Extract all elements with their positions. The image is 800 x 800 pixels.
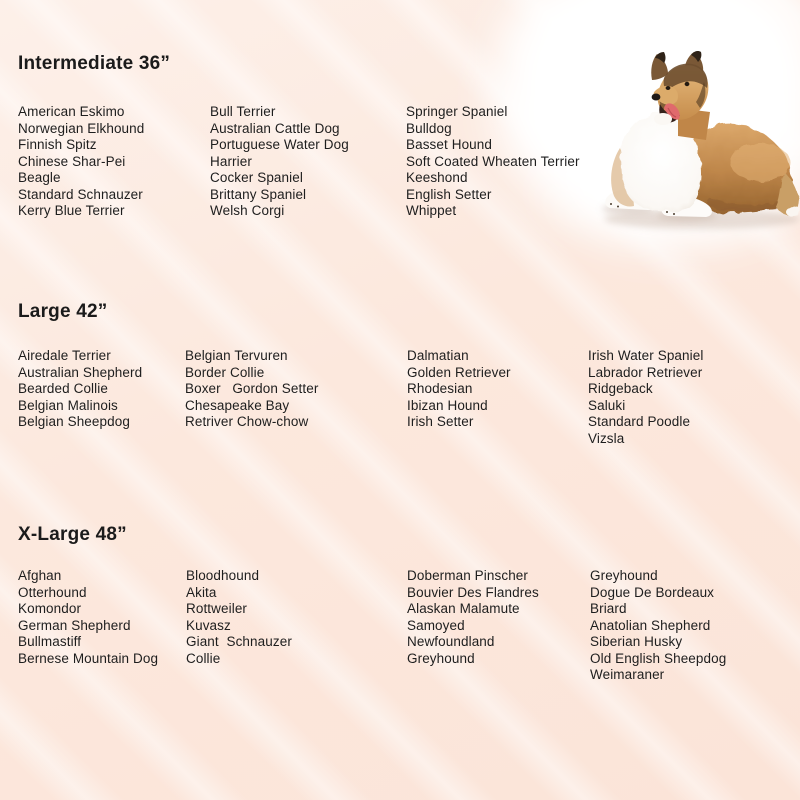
- breed-item: Kerry Blue Terrier: [18, 203, 125, 218]
- breed-item: Australian Cattle Dog: [210, 120, 340, 136]
- breed-item: Standard Schnauzer: [18, 186, 143, 202]
- breed-column: [18, 568, 158, 667]
- breed-item: Portuguese Water Dog: [210, 137, 349, 152]
- breed-column: [407, 348, 511, 431]
- breed-column: [406, 104, 580, 220]
- breed-item: Giant Schnauzer: [186, 634, 292, 649]
- breed-item: Norwegian Elkhound: [18, 120, 145, 136]
- breed-item: Springer Spaniel: [406, 104, 508, 119]
- breed-item: Ibizan Hound: [407, 397, 488, 413]
- breed-item: Harrier: [210, 153, 252, 169]
- breed-item: Boxer Gordon Setter: [185, 381, 319, 396]
- breed-item: Standard Poodle: [588, 414, 691, 429]
- breed-item: Bullmastiff: [18, 634, 82, 649]
- breed-item: Anatolian Shepherd: [590, 617, 711, 633]
- breed-item: Kuvasz: [186, 617, 231, 633]
- breed-item: Belgian Tervuren: [185, 348, 288, 363]
- breed-item: Bearded Collie: [18, 381, 108, 396]
- breed-item: Bouvier Des Flandres: [407, 584, 539, 600]
- breed-item: Ridgeback: [588, 381, 653, 396]
- breed-item: Labrador Retriever: [588, 364, 703, 380]
- breed-item: Golden Retriever: [407, 364, 511, 380]
- breed-item: Border Collie: [185, 364, 265, 380]
- breed-item: Vizsla: [588, 430, 625, 446]
- breed-item: Beagle: [18, 170, 61, 185]
- breed-item: Bulldog: [406, 120, 452, 136]
- breed-item: Komondor: [18, 601, 82, 616]
- breed-item: Keeshond: [406, 170, 468, 185]
- section-title-large: Large 42”: [18, 301, 108, 322]
- breed-item: Cocker Spaniel: [210, 170, 303, 185]
- breed-item: Australian Shepherd: [18, 364, 143, 380]
- breed-column: [407, 568, 539, 667]
- breed-item: Belgian Malinois: [18, 397, 118, 413]
- rough-collie-photo: [560, 0, 800, 250]
- breed-item: Retriver Chow-chow: [185, 414, 309, 429]
- breed-item: Alaskan Malamute: [407, 601, 520, 616]
- breed-item: Doberman Pinscher: [407, 568, 529, 583]
- breed-item: Whippet: [406, 203, 457, 218]
- breed-item: Chinese Shar-Pei: [18, 153, 126, 169]
- breed-item: Collie: [186, 650, 221, 666]
- breed-item: Finnish Spitz: [18, 137, 97, 152]
- breed-item: Chesapeake Bay: [185, 397, 290, 413]
- section-title-intermediate: Intermediate 36”: [18, 53, 171, 74]
- breed-item: Soft Coated Wheaten Terrier: [406, 153, 580, 169]
- breed-item: Greyhound: [407, 650, 475, 666]
- breed-column: [588, 348, 703, 447]
- breed-item: Belgian Sheepdog: [18, 414, 130, 429]
- breed-item: Rhodesian: [407, 381, 473, 396]
- breed-item: Bull Terrier: [210, 104, 276, 119]
- breed-item: Saluki: [588, 397, 626, 413]
- breed-item: Dogue De Bordeaux: [590, 584, 715, 600]
- breed-item: Newfoundland: [407, 634, 495, 649]
- breed-column: [186, 568, 292, 667]
- breed-item: Rottweiler: [186, 601, 248, 616]
- breed-item: German Shepherd: [18, 617, 131, 633]
- breed-item: Dalmatian: [407, 348, 469, 363]
- breed-item: Otterhound: [18, 584, 87, 600]
- breed-column: [18, 348, 142, 431]
- breed-item: Briard: [590, 601, 627, 616]
- breed-column: [185, 348, 318, 431]
- breed-item: English Setter: [406, 186, 492, 202]
- breed-item: American Eskimo: [18, 104, 125, 119]
- breed-item: Irish Setter: [407, 414, 474, 429]
- breed-column: [210, 104, 349, 220]
- breed-item: Bloodhound: [186, 568, 260, 583]
- breed-item: Welsh Corgi: [210, 203, 285, 218]
- breed-item: Brittany Spaniel: [210, 186, 307, 202]
- breed-column: [590, 568, 726, 684]
- breed-item: Afghan: [18, 568, 62, 583]
- breed-item: Weimaraner: [590, 667, 665, 682]
- section-title-xlarge: X-Large 48”: [18, 524, 127, 545]
- breed-item: Old English Sheepdog: [590, 650, 727, 666]
- breed-item: Bernese Mountain Dog: [18, 650, 159, 666]
- breed-item: Samoyed: [407, 617, 465, 633]
- breed-item: Airedale Terrier: [18, 348, 111, 363]
- breed-item: Irish Water Spaniel: [588, 348, 704, 363]
- breed-item: Basset Hound: [406, 137, 493, 152]
- breed-item: Greyhound: [590, 568, 658, 583]
- breed-item: Akita: [186, 584, 217, 600]
- breed-column: [18, 104, 144, 220]
- breed-item: Siberian Husky: [590, 634, 683, 649]
